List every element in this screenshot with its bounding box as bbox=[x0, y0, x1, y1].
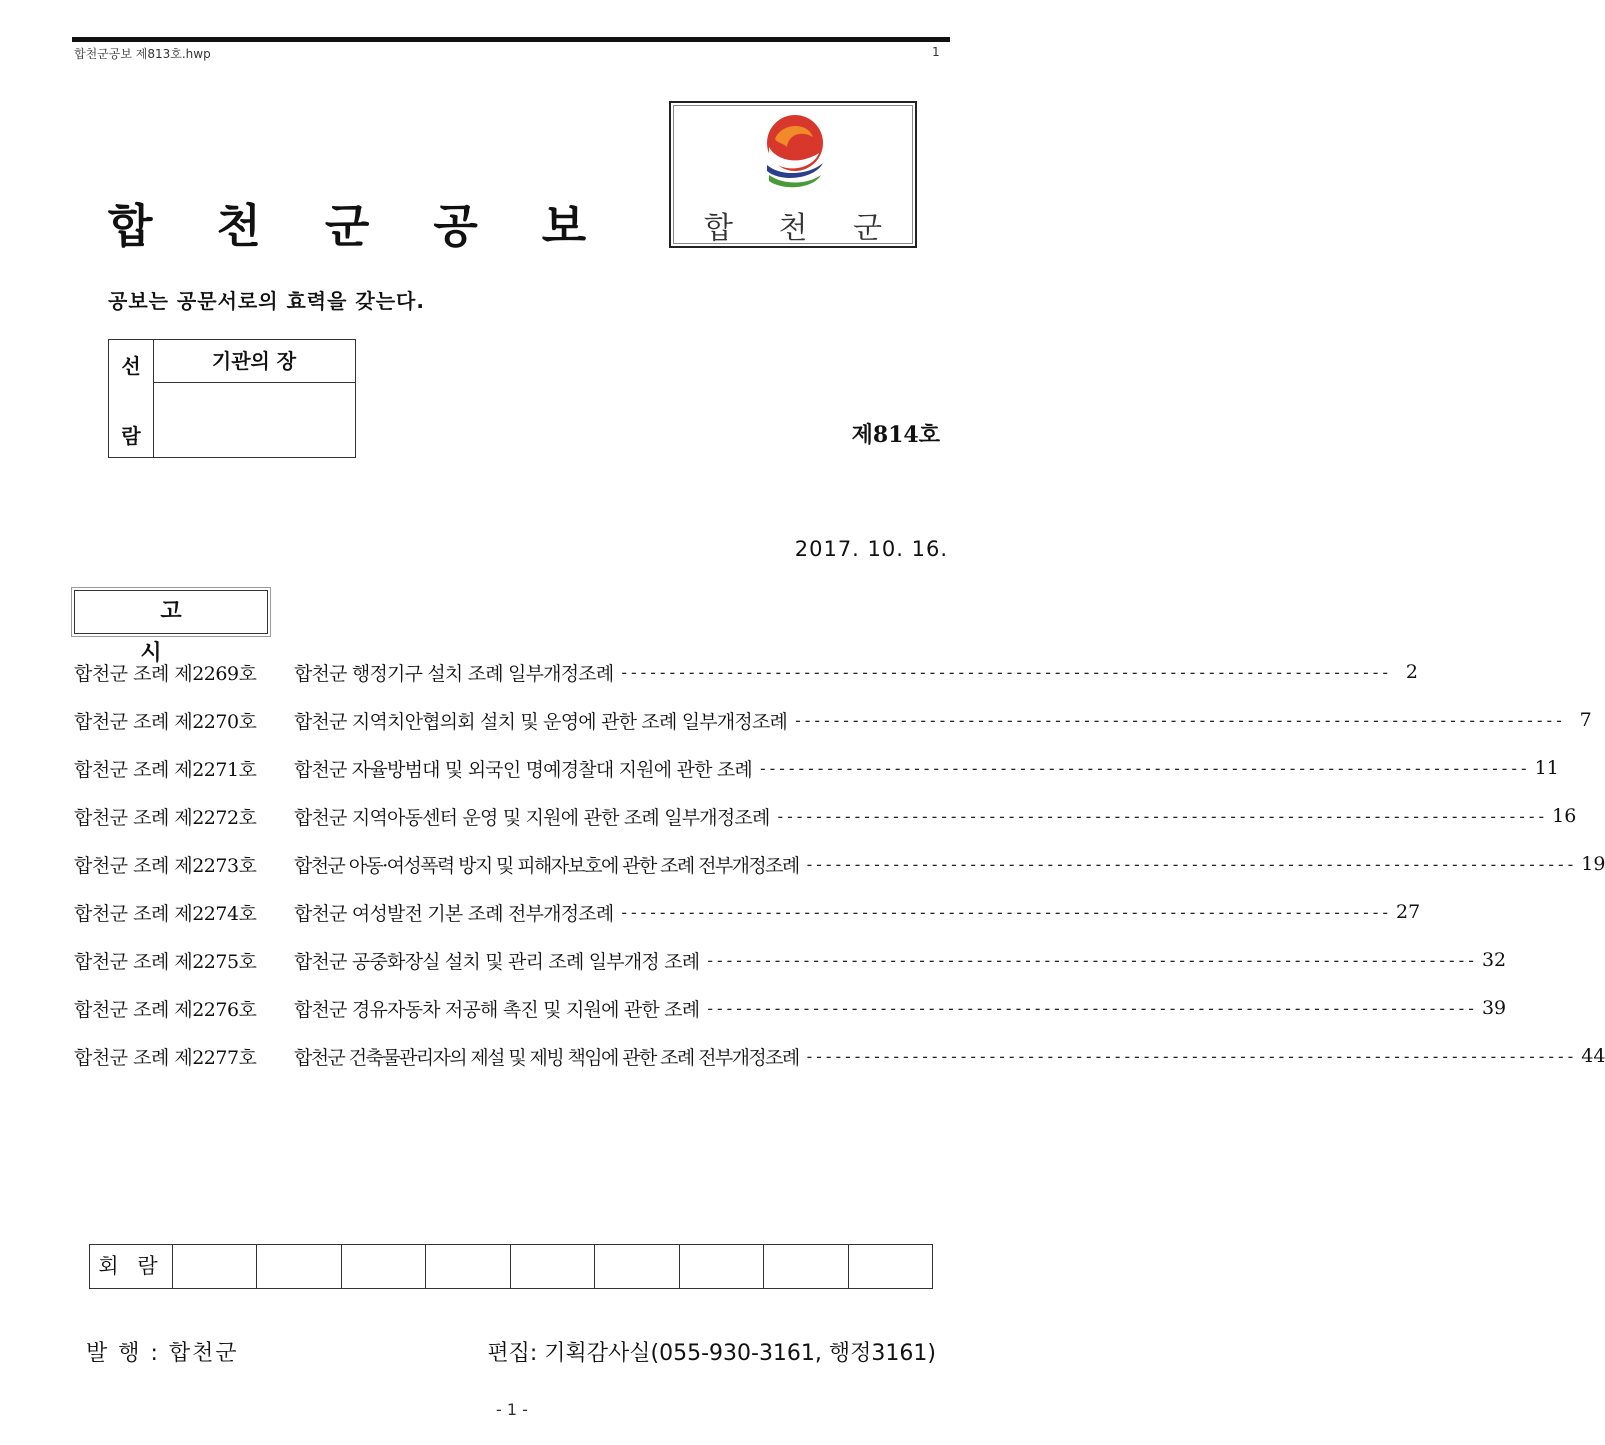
review-cell bbox=[595, 1245, 679, 1288]
toc-page: 7 bbox=[1579, 709, 1592, 731]
subtitle: 공보는 공문서로의 효력을 갖는다. bbox=[108, 289, 425, 313]
county-emblem-icon bbox=[757, 113, 833, 197]
toc-title: 합천군 자율방범대 및 외국인 명예경찰대 지원에 관한 조례 bbox=[294, 758, 752, 781]
review-cell bbox=[342, 1245, 426, 1288]
toc-title: 합천군 여성발전 기본 조례 전부개정조례 bbox=[294, 902, 614, 925]
toc-page: 39 bbox=[1481, 997, 1507, 1019]
toc-row[interactable] bbox=[74, 888, 1421, 936]
toc-ordinance-no: 합천군 조례 제2275호 bbox=[74, 950, 257, 973]
toc-row[interactable] bbox=[74, 792, 1577, 840]
routing-sign-area bbox=[153, 383, 355, 457]
toc-leader: -------------------------------------------------------------------------------- bbox=[619, 902, 1391, 922]
toc-row[interactable] bbox=[74, 840, 1605, 888]
toc-title: 합천군 건축물관리자의 제설 및 제빙 책임에 관한 조례 전부개정조례 bbox=[294, 1046, 799, 1069]
toc-row[interactable] bbox=[74, 744, 1559, 792]
toc-page: 16 bbox=[1552, 805, 1577, 827]
toc-row[interactable] bbox=[74, 696, 1592, 744]
toc-page: 32 bbox=[1481, 949, 1507, 971]
toc-ordinance-no: 합천군 조례 제2269호 bbox=[74, 662, 257, 685]
toc-leader: -------------------------------------------------------------------------------- bbox=[775, 806, 1547, 826]
routing-label-bottom: 람 bbox=[121, 424, 141, 448]
toc-title: 합천군 행정기구 설치 조례 일부개정조례 bbox=[294, 662, 614, 685]
toc-leader: -------------------------------------------------------------------------------- bbox=[804, 854, 1576, 874]
toc-leader: -------------------------------------------------------------------------------- bbox=[705, 998, 1476, 1018]
toc-title: 합천군 아동·여성폭력 방지 및 피해자보호에 관한 조례 전부개정조례 bbox=[294, 854, 799, 877]
toc-title: 합천군 공중화장실 설치 및 관리 조례 일부개정 조례 bbox=[294, 950, 700, 973]
toc-ordinance-no: 합천군 조례 제2272호 bbox=[74, 806, 257, 829]
toc-ordinance-no: 합천군 조례 제2271호 bbox=[74, 758, 257, 781]
logo-text: 합 천 군 bbox=[703, 211, 900, 246]
toc-page: 27 bbox=[1396, 901, 1421, 923]
toc-leader: -------------------------------------------------------------------------------- bbox=[705, 950, 1476, 970]
issue-number: 제814호 bbox=[851, 422, 940, 448]
toc-page: 11 bbox=[1534, 757, 1559, 779]
toc-title: 합천군 지역아동센터 운영 및 지원에 관한 조례 일부개정조례 bbox=[294, 806, 770, 829]
routing-head: 기관의 장 bbox=[153, 340, 355, 383]
notice-heading: 고 시 bbox=[74, 590, 268, 634]
toc-ordinance-no: 합천군 조례 제2274호 bbox=[74, 902, 257, 925]
page-title: 합 천 군 공 보 bbox=[108, 199, 611, 253]
county-logo-box bbox=[669, 101, 917, 248]
review-cell bbox=[764, 1245, 848, 1288]
routing-label-top: 선 bbox=[121, 354, 141, 378]
issue-date: 2017. 10. 16. bbox=[794, 537, 948, 561]
toc-page: 19 bbox=[1581, 853, 1605, 875]
header-page-number: 1 bbox=[932, 45, 940, 59]
review-cell bbox=[257, 1245, 341, 1288]
toc-row[interactable] bbox=[74, 1032, 1605, 1080]
toc-ordinance-no: 합천군 조례 제2277호 bbox=[74, 1046, 257, 1069]
toc-title: 합천군 경유자동차 저공해 촉진 및 지원에 관한 조례 bbox=[294, 998, 700, 1021]
publisher: 발 행 : 합천군 bbox=[86, 1341, 239, 1366]
review-cell bbox=[511, 1245, 595, 1288]
toc-ordinance-no: 합천군 조례 제2276호 bbox=[74, 998, 257, 1021]
review-cell bbox=[173, 1245, 257, 1288]
toc-leader: -------------------------------------------------------------------------------- bbox=[757, 758, 1529, 778]
header-rule bbox=[72, 37, 950, 42]
toc-leader: -------------------------------------------------------------------------------- bbox=[804, 1046, 1576, 1066]
file-name: 합천군공보 제813호.hwp bbox=[74, 47, 211, 61]
toc-row[interactable] bbox=[74, 936, 1507, 984]
toc-leader: -------------------------------------------------------------------------------- bbox=[619, 662, 1391, 682]
review-cell bbox=[680, 1245, 764, 1288]
toc-row[interactable] bbox=[74, 648, 1419, 696]
review-cell bbox=[849, 1245, 932, 1288]
review-label: 회 람 bbox=[90, 1245, 173, 1288]
page-number: - 1 - bbox=[496, 1400, 528, 1419]
toc-row[interactable] bbox=[74, 984, 1507, 1032]
review-circulation-table bbox=[89, 1244, 933, 1289]
toc-page: 44 bbox=[1581, 1045, 1605, 1067]
toc-ordinance-no: 합천군 조례 제2270호 bbox=[74, 710, 257, 733]
editor-contact: 편집: 기획감사실(055-930-3161, 행정3161) bbox=[487, 1341, 936, 1366]
toc-title: 합천군 지역치안협의회 설치 및 운영에 관한 조례 일부개정조례 bbox=[294, 710, 788, 733]
routing-stamp-box bbox=[108, 339, 356, 458]
toc-ordinance-no: 합천군 조례 제2273호 bbox=[74, 854, 257, 877]
table-of-contents bbox=[74, 648, 1605, 1080]
review-cell bbox=[426, 1245, 510, 1288]
toc-leader: -------------------------------------------------------------------------------- bbox=[793, 710, 1564, 730]
toc-page: 2 bbox=[1405, 661, 1419, 683]
